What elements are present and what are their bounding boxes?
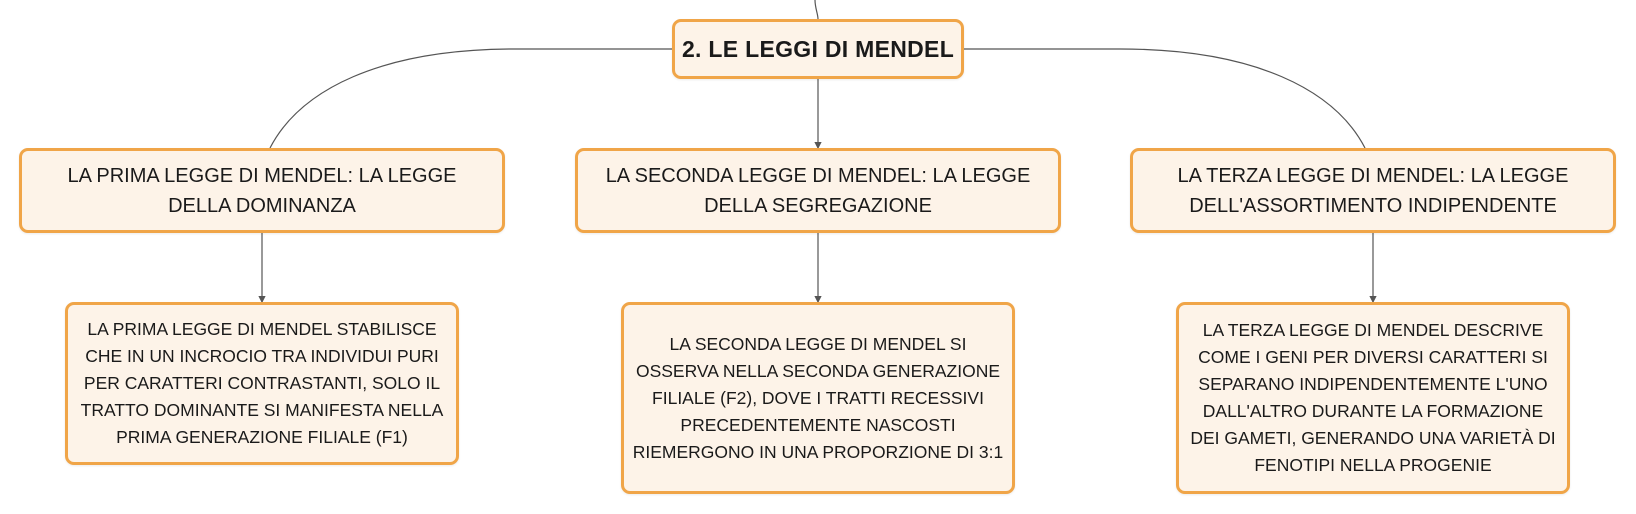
root-node[interactable] <box>672 19 964 79</box>
connector-root-law-1 <box>270 49 672 148</box>
law-node-third[interactable] <box>1130 148 1616 233</box>
law-node-first[interactable] <box>19 148 505 233</box>
parent-connector <box>815 0 818 19</box>
description-node-first[interactable] <box>65 302 459 465</box>
law-title-first: LA PRIMA LEGGE DI MENDEL: LA LEGGE DELLA DOMINANZA <box>67 164 457 217</box>
description-text-first: LA PRIMA LEGGE DI MENDEL STABILISCE CHE IN UN INCROCIO TRA INDIVIDUI PURI PER CARATTERI CONTRASTANTI, SOLO IL TRATTO DOMINANTE SI MANIFESTA NELLA PRIMA GENERAZIONE FILIALE (F1) <box>80 319 444 447</box>
law-title-second: LA SECONDA LEGGE DI MENDEL: LA LEGGE DELLA SEGREGAZIONE <box>605 164 1031 217</box>
description-text-third: LA TERZA LEGGE DI MENDEL DESCRIVE COME I GENI PER DIVERSI CARATTERI SI SEPARANO INDIPENDENTEMENTE L'UNO DALL'ALTRO DURANTE LA FORMAZIONE DEI GAMETI, GENERANDO UNA VARIETÀ DI FENOTIPI NELLA PROGENIE <box>1190 320 1556 475</box>
law-node-second[interactable] <box>575 148 1061 233</box>
law-title-third: LA TERZA LEGGE DI MENDEL: LA LEGGE DELL'ASSORTIMENTO INDIPENDENTE <box>1177 164 1569 217</box>
description-node-second[interactable] <box>621 302 1015 494</box>
description-text-second: LA SECONDA LEGGE DI MENDEL SI OSSERVA NELLA SECONDA GENERAZIONE FILIALE (F2), DOVE I TRATTI RECESSIVI PRECEDENTEMENTE NASCOSTI RIEMERGONO IN UNA PROPORZIONE DI 3:1 <box>632 333 1004 462</box>
root-title: 2. LE LEGGI DI MENDEL <box>681 35 955 62</box>
connector-root-law-3 <box>964 49 1365 148</box>
description-node-third[interactable] <box>1176 302 1570 494</box>
